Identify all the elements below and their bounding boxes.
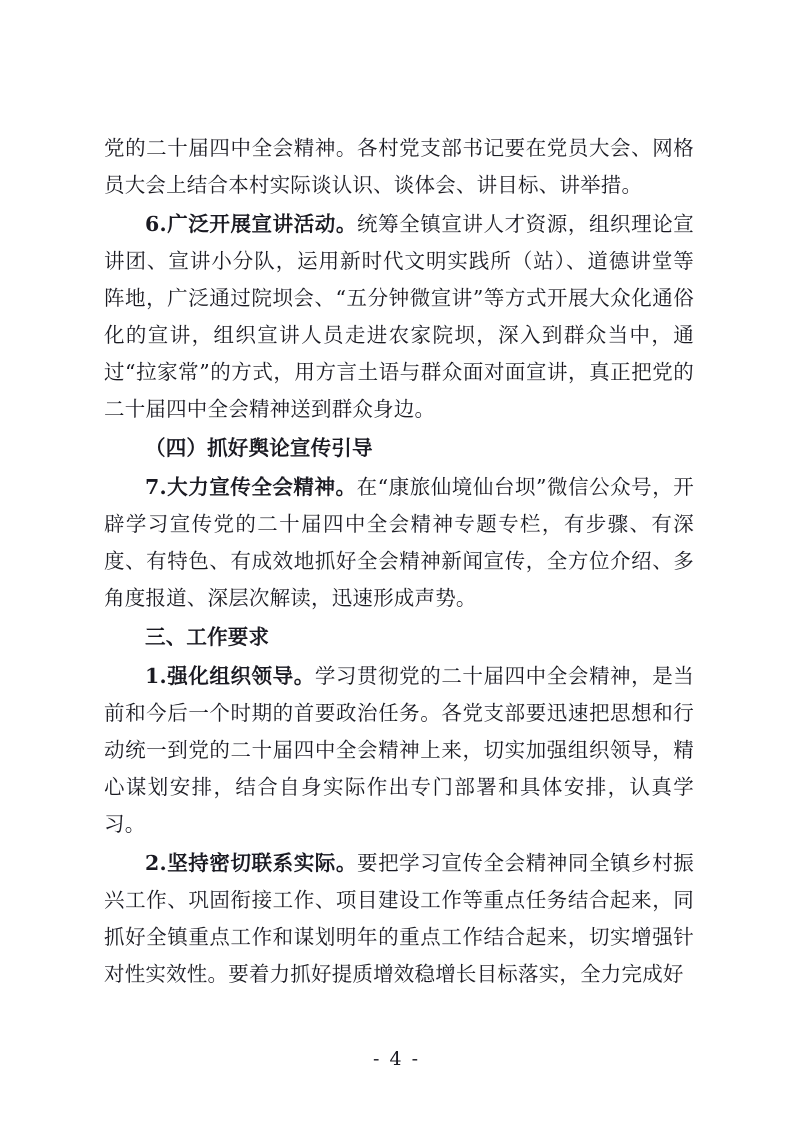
- paragraph-continuation: [104, 130, 694, 204]
- list-number: 2.: [145, 851, 167, 875]
- paragraph-lead: 强化组织领导。: [166, 664, 315, 688]
- paragraph-text: 学习贯彻党的二十届四中全会精神，是当前和今后一个时期的首要政治任务。各党支部要迅速把思想和行动统一到党的二十届四中全会精神上来，切实加强组织领导，精心谋划安排，结合自身实际作出专门部署和具体安排，认真学习。: [104, 664, 694, 836]
- list-number: 6.: [145, 212, 167, 236]
- document-body: [104, 130, 694, 993]
- paragraph-lead: 广泛开展宣讲活动。: [166, 212, 357, 236]
- paragraph-subheading-4: [104, 430, 694, 467]
- page-number: - 4 -: [372, 1048, 420, 1070]
- paragraph-item-7: [104, 469, 694, 617]
- paragraph-text: 要把学习宣传全会精神同全镇乡村振兴工作、巩固衔接工作、项目建设工作等重点任务结合起来，同抓好全镇重点工作和谋划明年的重点工作结合起来，切实增强针对性实效性。要着力抓好提质增效稳增长目标落实，全力完成好: [104, 851, 694, 986]
- paragraph-lead: 坚持密切联系实际。: [166, 851, 357, 875]
- page-footer: [0, 1048, 793, 1070]
- section-heading-label: 三、工作要求: [145, 625, 270, 649]
- paragraph-item-1: [104, 658, 694, 843]
- paragraph-text: 党的二十届四中全会精神。各村党支部书记要在党员大会、网格员大会上结合本村实际谈认识、谈体会、讲目标、讲举措。: [104, 136, 694, 197]
- paragraph-text: 统筹全镇宣讲人才资源，组织理论宣讲团、宣讲小分队，运用新时代文明实践所（站）、道德讲堂等阵地，广泛通过院坝会、“五分钟微宣讲”等方式开展大众化通俗化的宣讲，组织宣讲人员走进农家院坝，深入到群众当中，通过“拉家常”的方式，用方言土语与群众面对面宣讲，真正把党的二十届四中全会精神送到群众身边。: [104, 212, 694, 421]
- paragraph-item-2: [104, 845, 694, 993]
- subheading-label: （四）抓好舆论宣传引导: [145, 436, 373, 460]
- paragraph-text: 在“康旅仙境仙台坝”微信公众号，开辟学习宣传党的二十届四中全会精神专题专栏，有步骤、有深度、有特色、有成效地抓好全会精神新闻宣传，全方位介绍、多角度报道、深层次解读，迅速形成声势。: [104, 475, 694, 610]
- paragraph-section-three: [104, 619, 694, 656]
- list-number: 1.: [145, 664, 167, 688]
- paragraph-item-6: [104, 206, 694, 428]
- list-number: 7.: [145, 475, 167, 499]
- paragraph-lead: 大力宣传全会精神。: [166, 475, 357, 499]
